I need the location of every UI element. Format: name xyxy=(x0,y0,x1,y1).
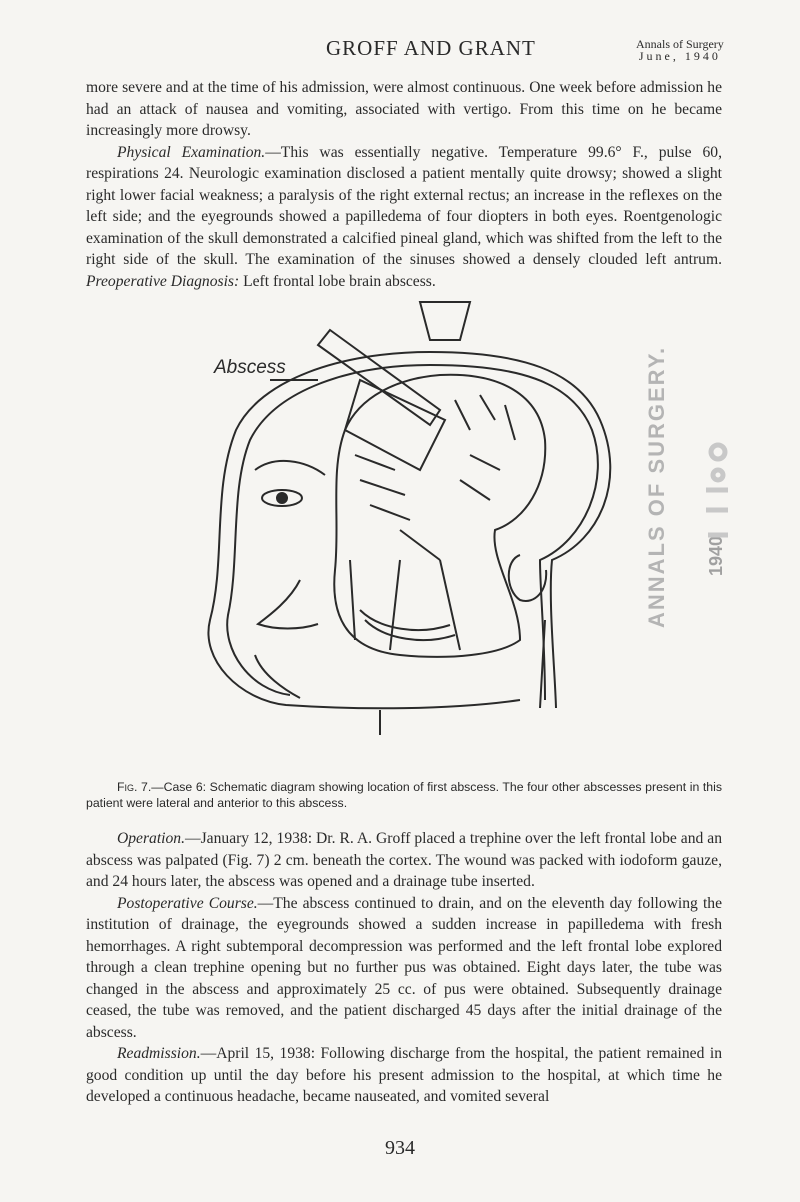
page-header xyxy=(0,36,800,76)
paragraph-text: —April 15, 1938: Following discharge from the hospital, the patient remained in good condition up until the day before his present admission to the hospital, at which time he developed a continuous headache, became nauseated, and vomited several xyxy=(86,1045,722,1105)
page-number: 934 xyxy=(385,1137,415,1159)
nose xyxy=(258,580,318,629)
caption-figure-label: Fig. 7. xyxy=(117,780,152,794)
sulcus-1 xyxy=(455,395,515,500)
abscess-label: Abscess xyxy=(214,357,286,378)
figure-7-diagram xyxy=(170,345,770,780)
paragraph-operation xyxy=(86,828,722,893)
body-text-top xyxy=(86,77,722,292)
annals-stamp: ANNALS OF SURGERY. xyxy=(644,345,669,628)
paragraph-text: —January 12, 1938: Dr. R. A. Groff placed a trephine over the left frontal lobe and an abscess was palpated (Fig. 7) 2 cm. beneath the cortex. The wound was packed with iodoform gauze, and 24 hours later, the abscess was opened and a drainage tube inserted. xyxy=(86,830,722,890)
paragraph-text: Left frontal lobe brain abscess. xyxy=(243,272,436,290)
paragraph-postoperative xyxy=(86,893,722,1044)
section-heading: Physical Examination. xyxy=(117,143,266,161)
journal-date: June, 1940 xyxy=(638,49,721,63)
body-text-bottom xyxy=(86,828,722,1108)
paragraph-text: —This was essentially negative. Temperature 99.6° F., pulse 60, respirations 24. Neurologic examination disclosed a patient mentally quite drowsy; showed a slight right lower facial weakness; a paralysis of the right external rectus; an increase in the reflexes on the left side; and the eyegrounds showed a papilledema of four diopters in both eyes. Roentgenologic examination of the skull demonstrated a calcified pineal gland, which was shifted from the left to the right side of the skull. The examination of the sinuses showed a densely clouded left antrum. xyxy=(86,143,723,268)
brow xyxy=(255,461,325,475)
paragraph-continuation: more severe and at the time of his admission, were almost continuous. One week before admission he had an attack of nausea and vomiting, associated with vertigo. From this time on he became increasingly more drowsy. xyxy=(86,79,722,139)
sulcus-2 xyxy=(355,455,410,520)
section-heading: Readmission. xyxy=(117,1045,201,1062)
stamp-year: 1940 xyxy=(706,535,726,576)
stamp-marks xyxy=(706,445,728,535)
scalp-inner xyxy=(227,365,598,700)
paragraph-readmission xyxy=(86,1043,722,1108)
caption-text: —Case 6: Schematic diagram showing location of first abscess. The four other abscesses present in this patient were lateral and anterior to this abscess. xyxy=(86,780,723,810)
section-heading: Preoperative Diagnosis: xyxy=(86,272,240,290)
section-heading: Postoperative Course. xyxy=(117,894,258,912)
journal-name: Annals of Surgery xyxy=(636,37,724,51)
running-head: GROFF AND GRANT xyxy=(326,36,536,60)
paragraph-physical-exam xyxy=(86,142,722,293)
figure-caption xyxy=(86,780,722,811)
paragraph-text: —The abscess continued to drain, and on the eleventh day following the institution of drainage, the eyegrounds showed a sudden increase in papilledema with fresh hemorrhages. A right subtemporal decompression was performed and the left frontal lobe explored through a clean trephine opening but no further pus was obtained. Eight days later, the tube was changed in the abscess and approximately 25 cc. of pus were obtained. Subsequently drainage ceased, the tube was removed, and the patient discharged 45 days after the initial drainage of the abscess. xyxy=(86,894,722,1041)
journal-info xyxy=(636,38,724,62)
cerebellum-lines xyxy=(360,610,455,640)
section-heading: Operation. xyxy=(117,830,186,847)
trephine-instrument xyxy=(420,302,470,340)
brainstem-line xyxy=(350,530,460,650)
